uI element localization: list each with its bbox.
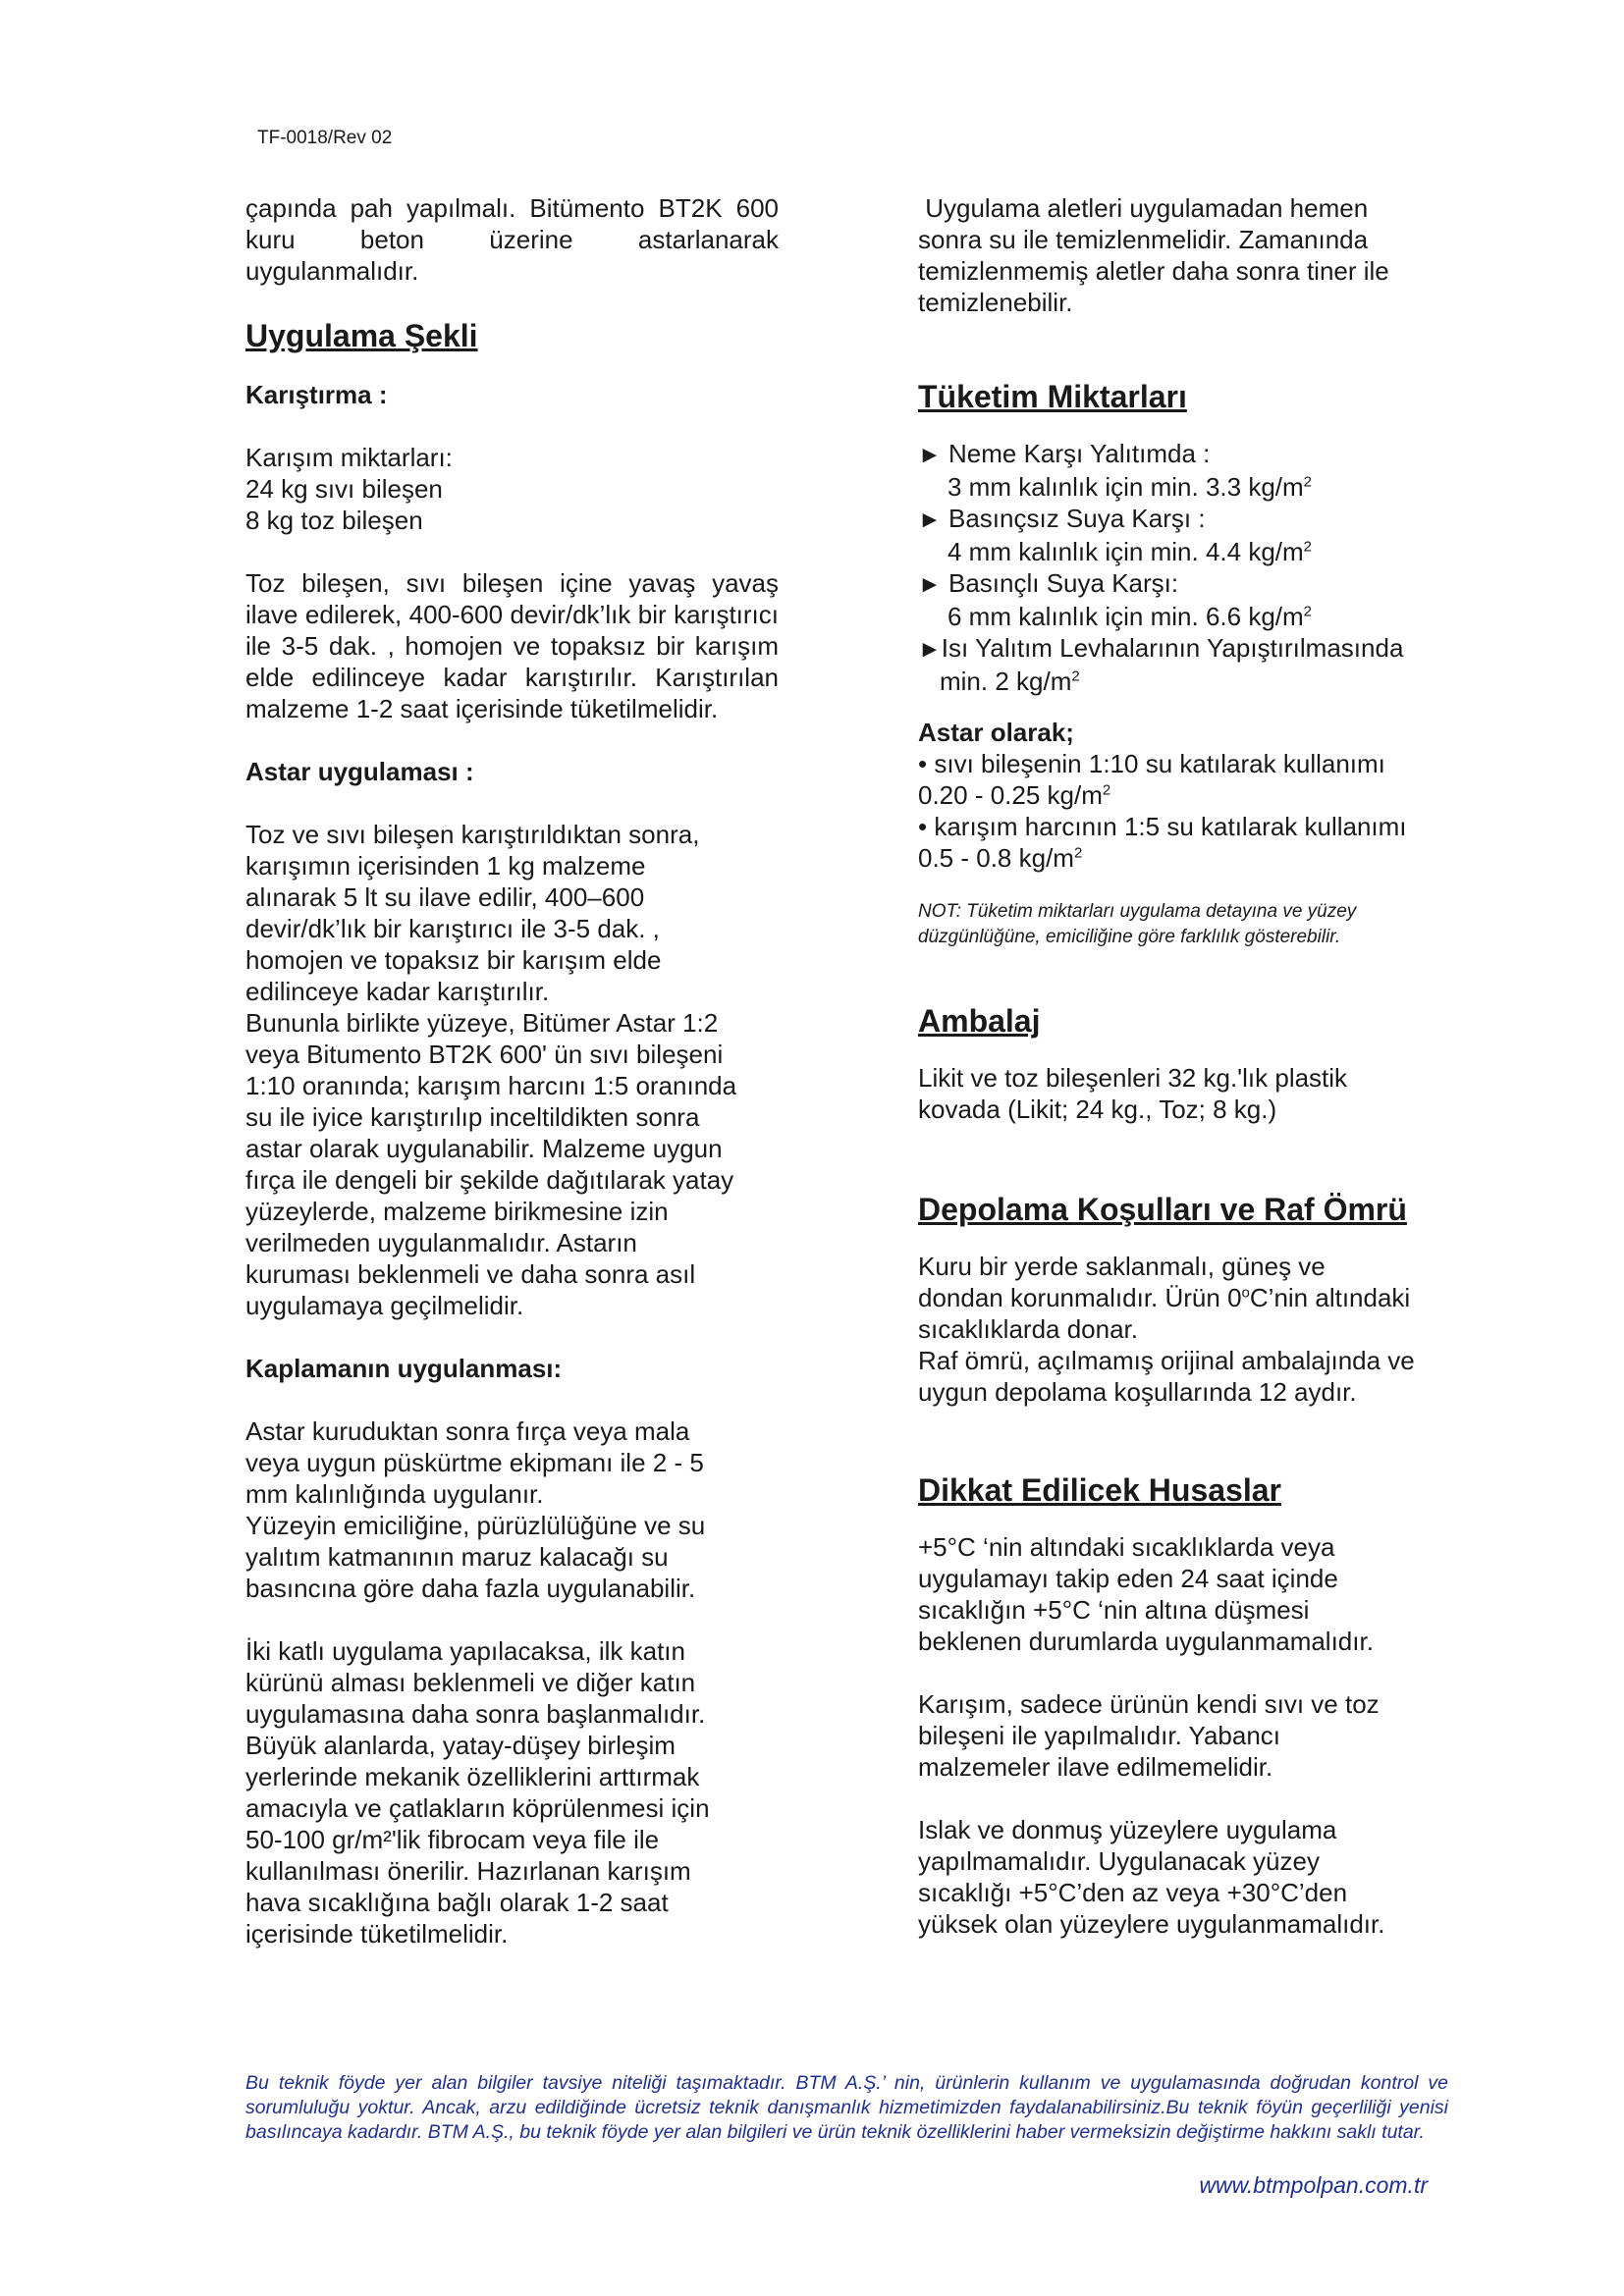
consumption-detail <box>918 601 1468 632</box>
primer-use-value <box>918 842 1468 874</box>
detail-text: 4 mm kalınlık için min. 4.4 kg/m <box>947 537 1304 566</box>
text-line <box>918 1282 1468 1313</box>
text-line: basıncına göre daha fazla uygulanabilir. <box>245 1574 696 1603</box>
bullet-icon: • <box>918 749 928 778</box>
text-line: karışımın içerisinden 1 kg malzeme <box>245 851 646 881</box>
consumption-item <box>918 503 1468 536</box>
text-line: Raf ömrü, açılmamış orijinal ambalajında ve <box>918 1346 1415 1375</box>
coating-paragraph-2 <box>245 1635 779 1949</box>
text-line: bileşeni ile yapılmalıdır. Yabancı <box>918 1721 1281 1750</box>
text-line: verilmeden uygulanmalıdır. Astarın <box>245 1228 637 1257</box>
text-line: Astar kuruduktan sonra fırça veya mala <box>245 1416 690 1446</box>
intro-paragraph: çapında pah yapılmalı. Bitümento BT2K 600 kuru beton üzerine astarlanarak uygulanmalıdır. <box>245 193 779 286</box>
text-line: edilinceye kadar karıştırılır. <box>245 977 550 1006</box>
text-line: kovada (Likit; 24 kg., Toz; 8 kg.) <box>918 1095 1277 1124</box>
text-line: Islak ve donmuş yüzeylere uygulama <box>918 1815 1337 1844</box>
text-line: fırça ile dengeli bir şekilde dağıtılarak yatay <box>245 1165 734 1195</box>
text-segment: C’nin altındaki <box>1249 1283 1411 1312</box>
superscript: 2 <box>1303 603 1312 620</box>
consumption-detail <box>918 666 1468 697</box>
bullet-icon: • <box>918 812 928 841</box>
section-title-storage: Depolama Koşulları ve Raf Ömrü <box>918 1192 1407 1227</box>
note-line: NOT: Tüketim miktarları uygulama detayına ve yüzey <box>918 901 1357 922</box>
arrow-icon: ► <box>918 571 942 598</box>
mixing-paragraph: Toz bileşen, sıvı bileşen içine yavaş yavaş ilave edilerek, 400-600 devir/dk’lık bir karıştırıcı ile 3-5 dak. , homojen ve topaksız bir karışım elde edilinceye kadar karıştırılır. Karıştırılan malzeme 1-2 saat içerisinde tüketilmelidir. <box>245 568 779 723</box>
text-line: Kuru bir yerde saklanmalı, güneş ve <box>918 1252 1326 1281</box>
mix-liquid: 24 kg sıvı bileşen <box>245 474 443 504</box>
storage-paragraph <box>918 1251 1468 1408</box>
primer-title: Astar uygulaması : <box>245 757 474 786</box>
arrow-icon: ► <box>918 442 942 468</box>
consumption-label: Isı Yalıtım Levhalarının Yapıştırılmasında <box>941 633 1404 663</box>
superscript: 2 <box>1303 473 1312 491</box>
arrow-icon: ► <box>918 636 942 663</box>
text-line: uygun depolama koşullarında 12 aydır. <box>918 1377 1357 1407</box>
consumption-detail <box>918 471 1468 503</box>
text-line: uygulamasına daha sonra başlanmalıdır. <box>245 1699 706 1729</box>
text-line: sonra su ile temizlenmelidir. Zamanında <box>918 225 1369 254</box>
primer-use-value <box>918 779 1468 811</box>
footer-disclaimer: Bu teknik föyde yer alan bilgiler tavsiye niteliği taşımaktadır. BTM A.Ş.’ nin, ürünlerin kullanım ve uygulamasında doğrudan kontrol ve sorumluluğu yoktur. Ancak, arzu edildiğinde ücretsiz teknik danışmanlık hizmetimizden faydalanabilirsiniz.Bu teknik föyün geçerliliği yenisi basılıncaya kadardır. BTM A.Ş., bu teknik föyde yer alan bilgileri ve ürün teknik özelliklerini haber vermeksizin değiştirme hakkını saklı tutar. <box>245 2072 1448 2143</box>
text-line: veya uygun püskürtme ekipmanı ile 2 - 5 <box>245 1448 704 1477</box>
primer-use-list <box>918 748 1468 874</box>
section-title-application: Uygulama Şekli <box>245 318 478 353</box>
note-line: düzgünlüğüne, emiciliğine göre farklılık gösterebilir. <box>918 927 1341 947</box>
text-line: veya Bitumento BT2K 600' ün sıvı bileşeni <box>245 1040 724 1069</box>
mix-amounts-label: Karışım miktarları: <box>245 443 453 472</box>
mix-amounts <box>245 442 779 536</box>
text-line: malzemeler ilave edilmemelidir. <box>918 1752 1273 1782</box>
attention-paragraph-1 <box>918 1531 1468 1657</box>
text-line: kürünü alması beklenmeli ve diğer katın <box>245 1668 696 1697</box>
packaging-paragraph <box>918 1062 1468 1125</box>
text-line: sıcaklığın +5°C ‘nin altına düşmesi <box>918 1595 1310 1625</box>
text-line: temizlenmemiş aletler daha sonra tiner ile <box>918 256 1389 286</box>
text-line: kuruması beklenmeli ve daha sonra asıl <box>245 1259 696 1289</box>
coating-title: Kaplamanın uygulanması: <box>245 1354 563 1383</box>
superscript: 2 <box>1303 538 1312 556</box>
text-line: beklenen durumlarda uygulanmamalıdır. <box>918 1627 1374 1656</box>
section-title-attention: Dikkat Edilicek Husaslar <box>918 1472 1281 1508</box>
text-line: Büyük alanlarda, yatay-düşey birleşim <box>245 1731 676 1760</box>
text-line: Likit ve toz bileşenleri 32 kg.'lık plastik <box>918 1063 1348 1093</box>
consumption-list <box>918 438 1468 697</box>
value-text: 0.20 - 0.25 kg/m <box>918 780 1103 810</box>
detail-text: 3 mm kalınlık için min. 3.3 kg/m <box>947 472 1304 502</box>
left-column <box>245 192 779 1949</box>
primer-use-label: karışım harcının 1:5 su katılarak kullanımı <box>934 812 1407 841</box>
consumption-item <box>918 632 1468 666</box>
consumption-label: Neme Karşı Yalıtımda : <box>948 439 1211 468</box>
coating-paragraph-1 <box>245 1415 779 1604</box>
text-line: sıcaklıklarda donar. <box>918 1314 1139 1344</box>
primer-paragraph <box>245 819 779 1321</box>
text-line: uygulamayı takip eden 24 saat içinde <box>918 1564 1338 1593</box>
primer-use-item <box>918 811 1468 842</box>
detail-text: 6 mm kalınlık için min. 6.6 kg/m <box>947 602 1304 631</box>
text-line: yüksek olan yüzeylere uygulanmamalıdır. <box>918 1909 1385 1939</box>
consumption-label: Basınçsız Suya Karşı : <box>948 504 1206 533</box>
text-line: astar olarak uygulanabilir. Malzeme uygun <box>245 1134 723 1163</box>
text-line: sıcaklığı +5°C’den az veya +30°C’den <box>918 1878 1348 1907</box>
text-line: 50-100 gr/m²'lik fibrocam veya file ile <box>245 1825 660 1854</box>
primer-use-label: sıvı bileşenin 1:10 su katılarak kullanımı <box>934 749 1385 778</box>
text-line: Bununla birlikte yüzeye, Bitümer Astar 1:2 <box>245 1008 719 1038</box>
text-line: su ile iyice karıştırılıp inceltildikten sonra <box>245 1102 700 1132</box>
text-line: temizlenebilir. <box>918 288 1073 317</box>
arrow-icon: ► <box>918 507 942 533</box>
text-line: yerlerinde mekanik özelliklerini arttırmak <box>245 1762 700 1791</box>
consumption-item <box>918 567 1468 601</box>
cleaning-paragraph <box>918 192 1468 318</box>
text-line: Toz ve sıvı bileşen karıştırıldıktan sonra, <box>245 820 700 849</box>
text-segment: dondan korunmalıdır. Ürün 0 <box>918 1283 1242 1312</box>
right-column <box>918 192 1468 1940</box>
text-line: yalıtım katmanının maruz kalacağı su <box>245 1542 669 1572</box>
primer-use-title: Astar olarak; <box>918 718 1074 747</box>
attention-paragraph-2 <box>918 1688 1468 1783</box>
text-line: İki katlı uygulama yapılacaksa, ilk katın <box>245 1636 685 1666</box>
note <box>918 899 1468 950</box>
superscript: 2 <box>1071 667 1080 685</box>
text-line: Karışım, sadece ürünün kendi sıvı ve toz <box>918 1689 1380 1719</box>
attention-paragraph-3 <box>918 1814 1468 1940</box>
text-line: yapılmamalıdır. Uygulanacak yüzey <box>918 1846 1320 1876</box>
text-line: homojen ve topaksız bir karışım elde <box>245 945 662 975</box>
text-line: 1:10 oranında; karışım harcını 1:5 oranında <box>245 1071 737 1100</box>
superscript: 2 <box>1073 844 1083 862</box>
text-line: Uygulama aletleri uygulamadan hemen <box>918 193 1369 223</box>
value-text: 0.5 - 0.8 kg/m <box>918 843 1074 873</box>
text-line: içerisinde tüketilmelidir. <box>245 1919 509 1949</box>
degree-superscript: o <box>1241 1284 1250 1302</box>
text-line: amacıyla ve çatlakların köprülenmesi için <box>245 1793 710 1823</box>
primer-use-item <box>918 748 1468 779</box>
consumption-label: Basınçlı Suya Karşı: <box>948 568 1179 598</box>
mixing-title: Karıştırma : <box>245 380 388 409</box>
section-title-consumption: Tüketim Miktarları <box>918 379 1187 414</box>
document-code: TF-0018/Rev 02 <box>257 128 393 148</box>
superscript: 2 <box>1102 781 1111 799</box>
consumption-detail <box>918 536 1468 567</box>
text-line: yüzeylerde, malzeme birikmesine izin <box>245 1197 669 1226</box>
text-line: kullanılması önerilir. Hazırlanan karışım <box>245 1856 691 1886</box>
text-line: mm kalınlığında uygulanır. <box>245 1479 544 1509</box>
detail-text: min. 2 kg/m <box>940 667 1072 696</box>
text-line: Yüzeyin emiciliğine, pürüzlülüğüne ve su <box>245 1511 706 1540</box>
text-line: +5°C ‘nin altındaki sıcaklıklarda veya <box>918 1532 1335 1562</box>
text-line: devir/dk’lık bir karıştırıcı ile 3-5 dak. , <box>245 914 660 943</box>
text-line: uygulamaya geçilmelidir. <box>245 1291 524 1320</box>
section-title-packaging: Ambalaj <box>918 1003 1041 1039</box>
text-line: hava sıcaklığına bağlı olarak 1-2 saat <box>245 1888 669 1917</box>
text-line: alınarak 5 lt su ilave edilir, 400–600 <box>245 882 645 912</box>
website-link[interactable]: www.btmpolpan.com.tr <box>1199 2172 1428 2198</box>
consumption-item <box>918 438 1468 471</box>
mix-powder: 8 kg toz bileşen <box>245 506 423 535</box>
